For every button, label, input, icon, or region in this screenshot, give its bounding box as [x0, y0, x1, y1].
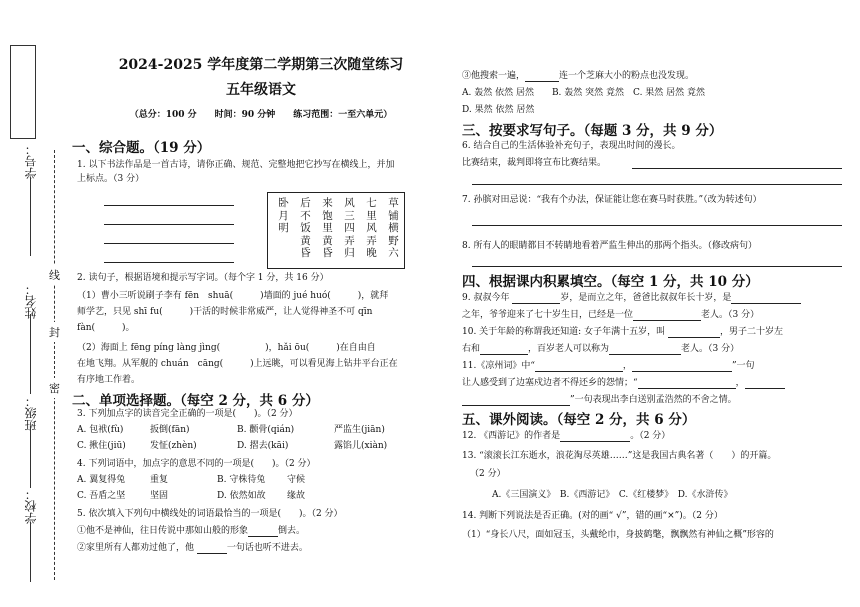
- q2-text: 2. 读句子，根据语境和提示写字词。（每个字 1 分，共 16 分）: [77, 273, 329, 283]
- poem-column-4: 来饱里黄昏: [322, 197, 333, 259]
- q9-blank-2[interactable]: [731, 293, 801, 304]
- q13-options: A.《三国演义》 B.《西游记》 C.《红楼梦》 D.《水浒传》: [492, 490, 733, 500]
- q10-line-1-b: ，男子二十岁左: [719, 327, 783, 337]
- q4-option-c: C. 吾盾之坚: [77, 491, 126, 501]
- q8-answer-line[interactable]: [472, 266, 842, 267]
- q4-option-d: D. 依然如故: [217, 491, 266, 501]
- q6-answer-line-2[interactable]: [472, 184, 842, 185]
- q5-sentence-1: [77, 525, 305, 537]
- q2-line-6: 有序地工作着。: [77, 375, 141, 385]
- q11-blank-3[interactable]: [638, 378, 736, 389]
- name-label: 姓名：: [24, 283, 38, 319]
- q9-line-2: [462, 309, 759, 321]
- section-3-heading: 三、按要求写句子。（每题 3 分，共 9 分）: [462, 123, 723, 139]
- q10-blank-3[interactable]: [609, 344, 681, 355]
- q11-line-1-a: 11.《凉州词》中“: [462, 361, 535, 371]
- seal-char-mi: 密: [49, 378, 60, 398]
- corner-box: [10, 45, 36, 139]
- q14-item-1: （1）“身长八尺，面如冠玉，头戴纶巾，身披鹤氅，飘飘然有神仙之概”形容的: [462, 530, 774, 540]
- q10-line-1-a: 10. 关于年龄的称谓我还知道: 女子年满十五岁，叫: [462, 327, 666, 337]
- q4-option-a-2: 重复: [150, 475, 169, 485]
- section-2-heading: 二、单项选择题。（每空 2 分，共 6 分）: [72, 393, 319, 409]
- q5-blank-2[interactable]: [197, 543, 227, 554]
- calligraphy-poem-box: [267, 192, 405, 269]
- q5-blank-3[interactable]: [525, 71, 559, 82]
- q2-line-4: （2）海面上 fēng píng làng jìng( )，hǎi ōu( )在自由自: [77, 343, 376, 353]
- q5-blank-1[interactable]: [248, 526, 278, 537]
- q10-blank-1[interactable]: [668, 327, 720, 338]
- q13-text: 13. “滚滚长江东逝水，浪花淘尽英雄……”这是我国古典名著（ ）的开篇。: [462, 451, 777, 461]
- q2-line-2: 师学艺，只见 shī fu( )干活的时候非常威严，让人觉得神圣不可 qīn: [77, 307, 373, 317]
- student-id-label: 学号：: [24, 143, 38, 179]
- q11-blank-2[interactable]: [632, 361, 732, 372]
- q1-answer-line-4[interactable]: [104, 262, 234, 263]
- q5-sentence-3-a: ③他搜索一遍，: [462, 71, 526, 81]
- q4-text: 4. 下列词语中，加点字的意思不同的一项是( )。（2 分）: [77, 459, 316, 469]
- q10-line-2-c: 老人。（3 分）: [681, 344, 740, 354]
- class-line: [30, 426, 31, 488]
- q5-sentence-2: [77, 542, 308, 554]
- poem-column-6: 卧月明: [278, 197, 289, 234]
- q13-score: （2 分）: [470, 469, 506, 479]
- q10-blank-2[interactable]: [480, 344, 528, 355]
- q9-line-1: [462, 292, 801, 304]
- poem-column-3: 风三四弄归: [344, 197, 355, 259]
- q11-line-2: [462, 377, 785, 389]
- q10-line-2: [462, 343, 739, 355]
- q4-option-b-2: 守候: [287, 475, 306, 485]
- q5-sentence-1-b: 倒去。: [278, 526, 306, 536]
- q5-text: 5. 依次填入下列句中横线处的词语最恰当的一项是( )。（2 分）: [77, 509, 343, 519]
- q3-option-c-2: 发怔(zhèn): [150, 441, 197, 451]
- q11-line-2-a: 让人感受到了边塞戍边者不得还乡的怨情；“: [462, 378, 638, 388]
- q14-text: 14. 判断下列说法是否正确。(对的画“ √”，错的画“×”)。（2 分）: [462, 511, 723, 521]
- q5-sentence-2-b: 一句话也听不进去。: [226, 543, 308, 553]
- exam-meta: （总分：100 分 时间：90 分钟 练习范围：一至六单元）: [129, 110, 393, 120]
- q11-line-3-a: ”一句表现出李白送别孟浩然的不舍之情。: [570, 395, 737, 405]
- q5-sentence-1-a: ①他不是神仙，往日传说中那如山般的形象: [77, 526, 249, 536]
- name-line: [30, 314, 31, 394]
- q2-line-3: fàn( )。: [77, 323, 135, 333]
- q8-text: 8. 所有人的眼睛都目不转睛地看着严监生伸出的那两个指头。（修改病句）: [462, 241, 757, 251]
- seal-dashed-line: [54, 150, 55, 580]
- q5-sentence-3-b: 连一个芝麻大小的粉点也没发现。: [559, 71, 695, 81]
- q5-options-line-1: A. 轰然 依然 居然 B. 轰然 突然 竟然 C. 果然 居然 竟然: [462, 88, 706, 98]
- q4-option-d-2: 缘故: [287, 491, 306, 501]
- q9-line-1-a: 9. 叔叔今年: [462, 293, 510, 303]
- left-column: [72, 0, 450, 607]
- binding-margin: [0, 0, 70, 607]
- section-4-heading: 四、根据课内积累填空。（每空 1 分，共 10 分）: [462, 274, 759, 290]
- q11-blank-1[interactable]: [535, 361, 623, 372]
- q3-text: 3. 下列加点字的读音完全正确的一项是( )。（2 分）: [77, 409, 298, 419]
- q6-text: 6. 结合自己的生活体验补充句子，表现出时间的漫长。: [462, 141, 681, 151]
- q3-option-b-2: 严监生(jiān): [334, 425, 385, 435]
- q11-blank-5[interactable]: [462, 395, 570, 406]
- seal-char-feng: 封: [49, 322, 60, 342]
- exam-title: 2024-2025 学年度第二学期第三次随堂练习: [118, 57, 404, 73]
- q11-line-3: [462, 394, 737, 406]
- q9-blank-1[interactable]: [512, 293, 560, 304]
- poem-column-2: 七里风弄晚: [366, 197, 377, 259]
- student-id-line: [30, 178, 31, 256]
- q3-option-d-2: 露馅儿(xiàn): [334, 441, 388, 451]
- q11-line-1-b: ，: [622, 361, 632, 371]
- q4-option-b: B. 守株待兔: [217, 475, 266, 485]
- school-label: 学校：: [24, 488, 38, 524]
- section-1-heading: 一、综合题。（19 分）: [72, 140, 211, 156]
- q10-line-1: [462, 326, 783, 338]
- q10-line-2-a: 右和: [462, 344, 481, 354]
- q6-answer-line-1[interactable]: [632, 168, 842, 169]
- q5-sentence-2-a: ②家里所有人都劝过他了，他: [77, 543, 195, 553]
- q1-answer-line-3[interactable]: [104, 243, 234, 244]
- q5-options-line-2: D. 果然 依然 居然: [462, 105, 535, 115]
- q11-blank-4[interactable]: [745, 378, 785, 389]
- q9-line-2-a: 之年，爷爷迎来了七十岁生日，已经是一位: [462, 310, 634, 320]
- q3-option-c: C. 揪住(jiū): [77, 441, 126, 451]
- q12-text-a: 12. 《西游记》的作者是: [462, 431, 561, 441]
- q2-line-1: （1）曹小三听说刷子李有 fēn shuā( )墙面的 jué huó( )，就拜: [77, 291, 389, 301]
- q3-option-a: A. 包袱(fù): [77, 425, 124, 435]
- section-5-heading: 五、课外阅读。（每空 2 分，共 6 分）: [462, 412, 696, 428]
- q5-sentence-3: [462, 70, 694, 82]
- right-column: [462, 0, 847, 607]
- q12-text-b: 。（2 分）: [630, 431, 671, 441]
- q9-line-2-b: 老人。（3 分）: [701, 310, 760, 320]
- q12-blank[interactable]: [560, 431, 630, 442]
- q3-option-b: B. 颧骨(qián): [237, 425, 295, 435]
- class-label: 班级：: [24, 395, 38, 431]
- poem-column-5: 后不饭黄昏: [300, 197, 311, 259]
- q3-option-a-2: 扳倒(fān): [150, 425, 190, 435]
- q1-answer-line-1[interactable]: [104, 205, 234, 206]
- q6-sentence: 比赛结束，裁判即将宣布比赛结果。: [462, 158, 607, 168]
- q3-option-d: D. 摺去(kāi): [237, 441, 289, 451]
- q11-line-1: [462, 360, 755, 372]
- exam-subtitle: 五年级语文: [226, 82, 296, 98]
- seal-char-xian: 线: [49, 265, 60, 285]
- q1-text-line1: 1. 以下书法作品是一首古诗，请你正确、规范、完整地把它抄写在横线上，并加: [77, 160, 395, 170]
- q2-line-5: 在地飞翔。从军舰的 chuán cāng( )上远眺，可以看见海上钻井平台正在: [77, 359, 398, 369]
- school-line: [30, 522, 31, 582]
- q7-answer-line[interactable]: [472, 225, 842, 226]
- q1-text-line2: 上标点。（3 分）: [77, 174, 145, 184]
- q12-text: [462, 430, 670, 442]
- q11-line-2-b: ，: [735, 378, 745, 388]
- poem-column-1: 草铺横野六: [388, 197, 399, 259]
- q7-text: 7. 孙膑对田忌说：“我有个办法，保证能让您在赛马时获胜。”（改为转述句）: [462, 195, 762, 205]
- q11-line-1-c: ”一句: [731, 361, 755, 371]
- q10-line-2-b: ，百岁老人可以称为: [528, 344, 610, 354]
- q9-line-1-b: 岁，是而立之年，爸爸比叔叔年长十岁，是: [560, 293, 732, 303]
- q1-answer-line-2[interactable]: [104, 224, 234, 225]
- q4-option-a: A. 翼复得兔: [77, 475, 126, 485]
- q9-blank-3[interactable]: [633, 310, 701, 321]
- q4-option-c-2: 坚固: [150, 491, 169, 501]
